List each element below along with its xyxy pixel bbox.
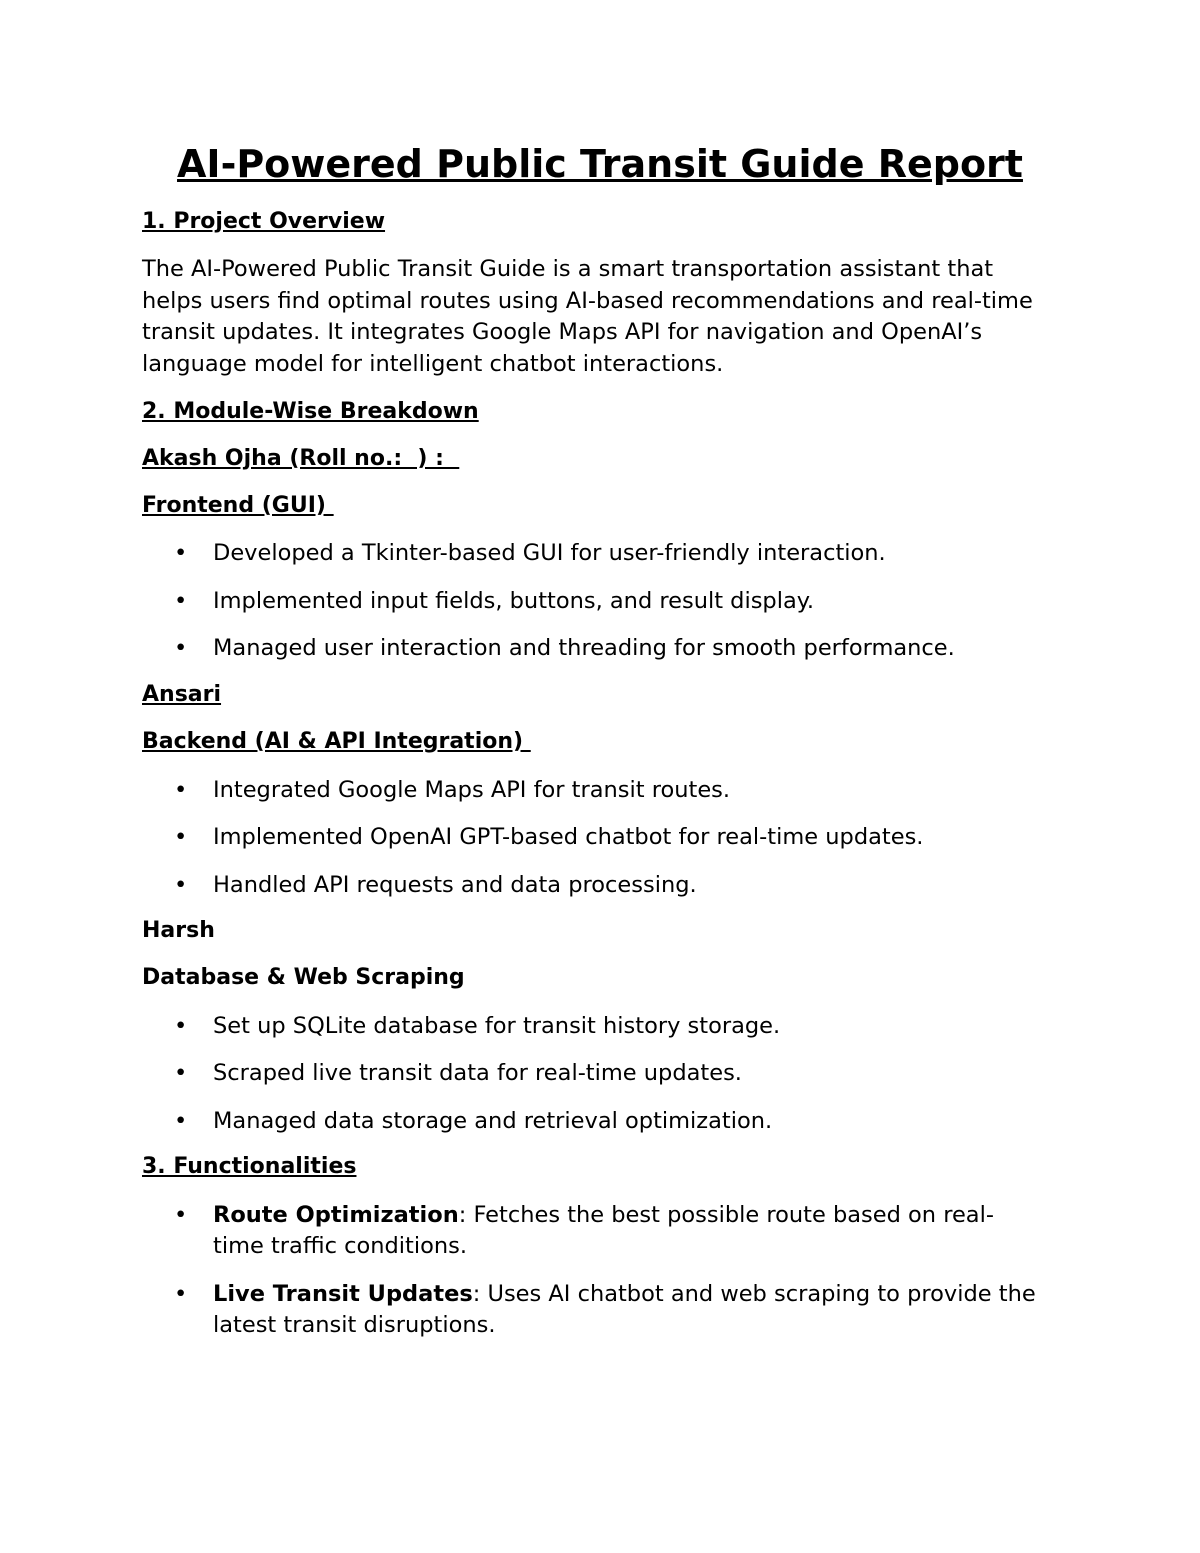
list-item-text bbox=[213, 1200, 1043, 1262]
bullet-icon: • bbox=[174, 1060, 188, 1086]
bullet-icon: • bbox=[174, 1281, 188, 1307]
list-item-text: Managed data storage and retrieval optimization. bbox=[213, 1108, 773, 1134]
overview-paragraph: The AI-Powered Public Transit Guide is a smart transportation assistant that helps users find optimal routes using AI-based recommendations and real-time transit updates. It integrates Google Maps API for navigation and OpenAI’s language model for intelligent chatbot interactions. bbox=[142, 256, 1033, 377]
bullet-icon: • bbox=[174, 872, 188, 898]
bullet-icon: • bbox=[174, 824, 188, 850]
member-name-ansari: Ansari bbox=[142, 682, 222, 707]
bullet-icon: • bbox=[174, 588, 188, 614]
list-item-text bbox=[213, 1279, 1043, 1341]
feature-description: : Fetches the best possible route based on real-time traffic conditions. bbox=[213, 1202, 994, 1259]
module-database: Database & Web Scraping bbox=[142, 965, 465, 990]
document-title: AI-Powered Public Transit Guide Report bbox=[177, 142, 1023, 186]
bullet-icon: • bbox=[174, 1202, 188, 1228]
module-frontend: Frontend (GUI) bbox=[142, 493, 334, 518]
section-heading-modules: 2. Module-Wise Breakdown bbox=[142, 399, 479, 424]
list-item-text: Implemented input fields, buttons, and result display. bbox=[213, 588, 815, 614]
list-item-text: Managed user interaction and threading for smooth performance. bbox=[213, 635, 955, 661]
list-item-text: Scraped live transit data for real-time updates. bbox=[213, 1060, 742, 1086]
feature-label: Route Optimization bbox=[213, 1202, 459, 1228]
bullet-icon: • bbox=[174, 540, 188, 566]
list-item-text: Handled API requests and data processing. bbox=[213, 872, 697, 898]
module-backend: Backend (AI & API Integration) bbox=[142, 729, 531, 754]
feature-description: : Uses AI chatbot and web scraping to provide the latest transit disruptions. bbox=[213, 1281, 1036, 1338]
section-heading-overview: 1. Project Overview bbox=[142, 209, 386, 234]
list-item-text: Implemented OpenAI GPT-based chatbot for real-time updates. bbox=[213, 824, 924, 850]
bullet-icon: • bbox=[174, 1013, 188, 1039]
list-item-text: Set up SQLite database for transit history storage. bbox=[213, 1013, 781, 1039]
member-name-harsh: Harsh bbox=[142, 918, 215, 943]
section-heading-functionalities: 3. Functionalities bbox=[142, 1154, 357, 1179]
list-item-text: Integrated Google Maps API for transit routes. bbox=[213, 777, 731, 803]
list-item-text: Developed a Tkinter-based GUI for user-friendly interaction. bbox=[213, 540, 886, 566]
feature-label: Live Transit Updates bbox=[213, 1281, 473, 1307]
bullet-icon: • bbox=[174, 1108, 188, 1134]
bullet-icon: • bbox=[174, 635, 188, 661]
member-name-akash: Akash Ojha (Roll no.: ) : bbox=[142, 446, 460, 471]
bullet-icon: • bbox=[174, 777, 188, 803]
